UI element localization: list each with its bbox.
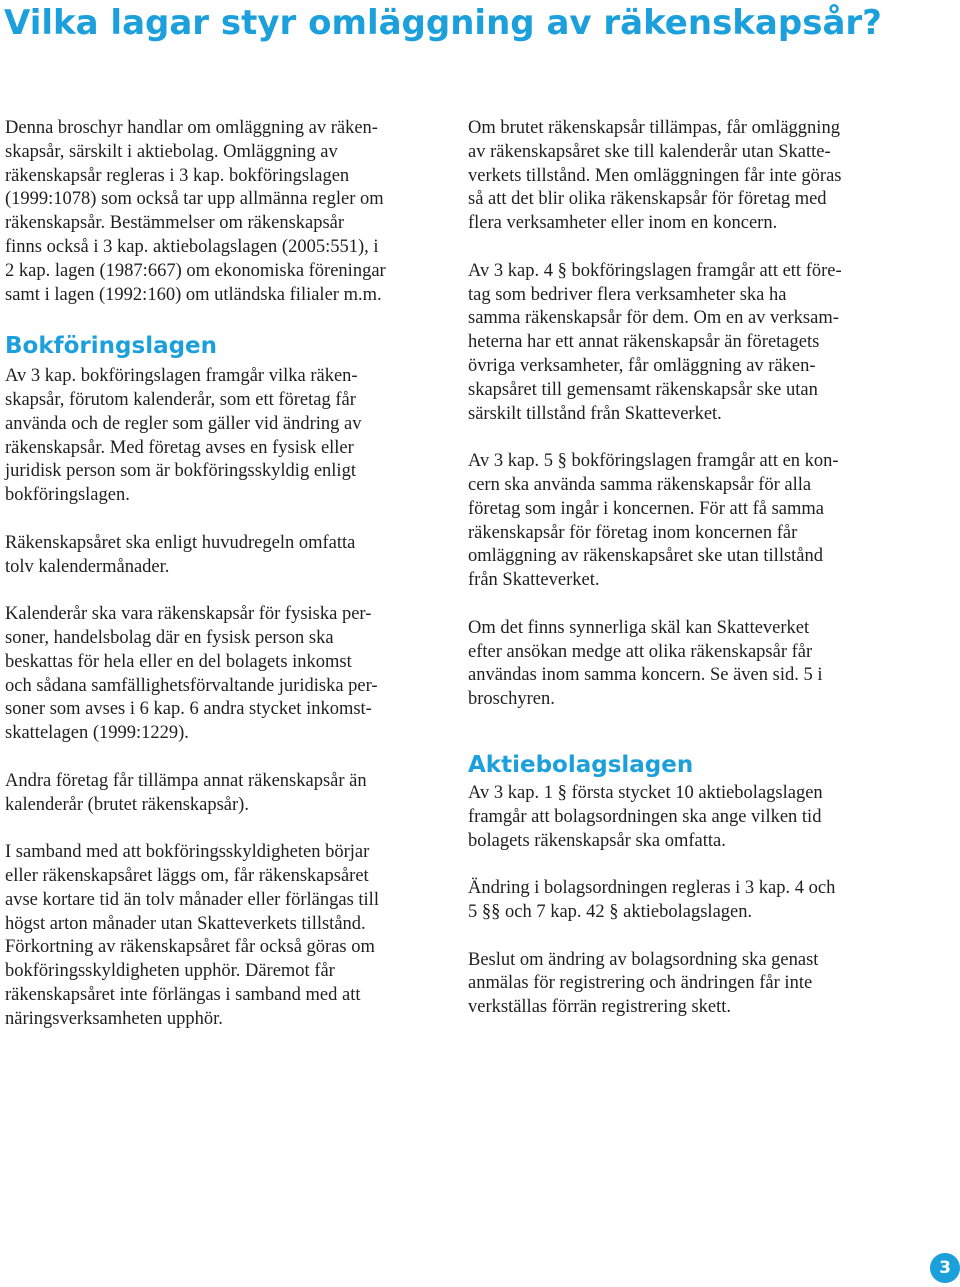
- paragraph: Räkenskapsåret ska enligt huvudregeln omfatta tolv kalendermånader.: [5, 532, 356, 577]
- paragraph: Kalenderår ska vara räkenskapsår för fysiska per- soner, handelsbolag där en fysisk person ska beskattas för hela eller en del bolagets inkomst och sådana samfällighetsförvaltande juridiska per- soner som avses i 6 kap. 6 andra stycket inkomst- skattelagen (1999:1229).: [5, 604, 378, 744]
- paragraph: I samband med att bokföringsskyldigheten börjar eller räkenskapsåret läggs om, får räkenskapsåret avse kortare tid än tolv månader eller förlängas till högst arton månader utan Skatteverkets tillstånd. Förkortning av räkenskapsåret får också göras om bokföringsskyldigheten upphör. Däremot får räkenskapsåret inte förlängas i samband med att näringsverksamheten upphör.: [5, 842, 379, 1029]
- paragraph: Beslut om ändring av bolagsordning ska genast anmälas för registrering och ändringen får inte verkställas förrän registrering skett.: [468, 949, 819, 1018]
- paragraph: Andra företag får tillämpa annat räkenskapsår än kalenderår (brutet räkenskapsår).: [5, 770, 367, 815]
- paragraph: Av 3 kap. 1 § första stycket 10 aktiebolagslagen framgår att bolagsordningen ska ange vilken tid bolagets räkenskapsår ska omfatta.: [468, 782, 823, 851]
- page-title: Vilka lagar styr omläggning av räkenskapsår?: [4, 3, 882, 43]
- paragraph: Av 3 kap. bokföringslagen framgår vilka räken- skapsår, förutom kalenderår, som ett företag får använda och de regler som gäller vid ändring av räkenskapsår. Med företag avses en fysisk eller juridisk person som är bokföringsskyldig enligt bokföringslagen.: [5, 366, 362, 506]
- paragraph: Om det finns synnerliga skäl kan Skatteverket efter ansökan medge att olika räkenskapsår får användas inom samma koncern. Se även sid. 5 i broschyren.: [468, 617, 823, 710]
- paragraph: Av 3 kap. 4 § bokföringslagen framgår att ett före- tag som bedriver flera verksamheter ska ha samma räkenskapsår för dem. Om en av verksam- heterna har ett annat räkenskapsår än företagets övriga verksamheter, får omläggning av räken- skapsåret till gemensamt räkenskapsår ske utan särskilt tillstånd från Skatteverket.: [468, 260, 842, 424]
- page-number-badge: 3: [930, 1253, 960, 1283]
- paragraph: Av 3 kap. 5 § bokföringslagen framgår att en kon- cern ska använda samma räkenskapsår för alla företag som ingår i koncernen. För att få samma räkenskapsår för företag inom koncernen får omläggning av räkenskapsåret ske utan tillstånd från Skatteverket.: [468, 451, 839, 591]
- section-heading-aktiebolagslagen: Aktiebolagslagen: [468, 751, 694, 778]
- right-column: [468, 117, 908, 1044]
- paragraph: Om brutet räkenskapsår tillämpas, får omläggning av räkenskapsåret ske till kalenderår utan Skatte- verkets tillstånd. Men omläggningen får inte göras så att det blir olika räkenskapsår för företag med flera verksamheter eller inom en koncern.: [468, 118, 842, 234]
- intro-paragraph: Denna broschyr handlar om omläggning av räken- skapsår, särskilt i aktiebolag. Omläggning av räkenskapsår regleras i 3 kap. bokföringslagen (1999:1078) som också tar upp allmänna regler om räkenskapsår. Bestämmelser om räkenskapsår finns också i 3 kap. aktiebolagslagen (2005:551), i 2 kap. lagen (1987:667) om ekonomiska föreningar samt i lagen (1992:160) om utländska filialer m.m.: [5, 118, 386, 305]
- section-heading-bokforingslagen: Bokföringslagen: [5, 333, 218, 360]
- left-column: [5, 117, 450, 1055]
- paragraph: Ändring i bolagsordningen regleras i 3 kap. 4 och 5 §§ och 7 kap. 42 § aktiebolagslagen.: [468, 878, 836, 922]
